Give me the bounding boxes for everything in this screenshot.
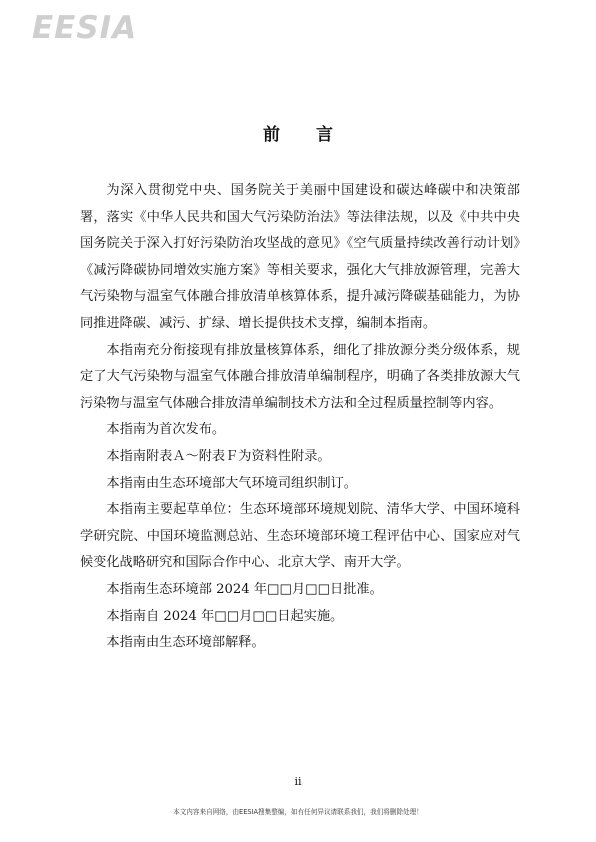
paragraph: 本指南由生态环境部大气环境司组织制订。 — [106, 475, 357, 491]
title-char-1: 前 — [263, 125, 280, 145]
title-char-2: 言 — [316, 125, 333, 145]
paragraph: 本指南自 2024 年□□月□□日起实施。 — [106, 608, 344, 624]
eesia-logo: EESIA — [32, 10, 138, 46]
paragraph: 本指南附表Ａ～附表Ｆ为资料性附录。 — [106, 448, 331, 464]
paragraph: 本指南主要起草单位：生态环境部环境规划院、清华大学、中国环境科学研究院、中国环境监测总站、生态环境部环境工程评估中心、国家应对气候变化战略研究和国际合作中心、北京大学、南开大学。 — [80, 502, 520, 571]
paragraph: 本指南为首次发布。 — [106, 422, 226, 438]
foreword-body — [80, 178, 520, 657]
paragraph: 本指南充分衔接现有排放量核算体系，细化了排放源分类分级体系，规定了大气污染物与温室气体融合排放清单编制程序，明确了各类排放源大气污染物与温室气体融合排放清单编制技术方法和全过程质量控制等内容。 — [80, 342, 520, 411]
page-title — [0, 120, 596, 145]
page-number: ii — [294, 775, 302, 788]
paragraph: 本指南生态环境部 2024 年□□月□□日批准。 — [106, 581, 383, 597]
footer-notice: 本文内容来自网络，由EESIA搜集整编，如有任何异议请联系我们，我们将删除处理！ — [173, 808, 423, 816]
paragraph: 为深入贯彻党中央、国务院关于美丽中国建设和碳达峰碳中和决策部署，落实《中华人民共和国大气污染防治法》等法律法规，以及《中共中央 国务院关于深入打好污染防治攻坚战的意见》《空气质量持续改善行动计划》《减污降碳协同增效实施方案》等相关要求，强化大气排放源管理，完善大气污染物与温室气体融合排放清单核算体系，提升减污降碳基础能力，为协同推进降碳、减污、扩绿、增长提供技术支撑，编制本指南。 — [80, 183, 520, 331]
paragraph: 本指南由生态环境部解释。 — [106, 635, 265, 651]
